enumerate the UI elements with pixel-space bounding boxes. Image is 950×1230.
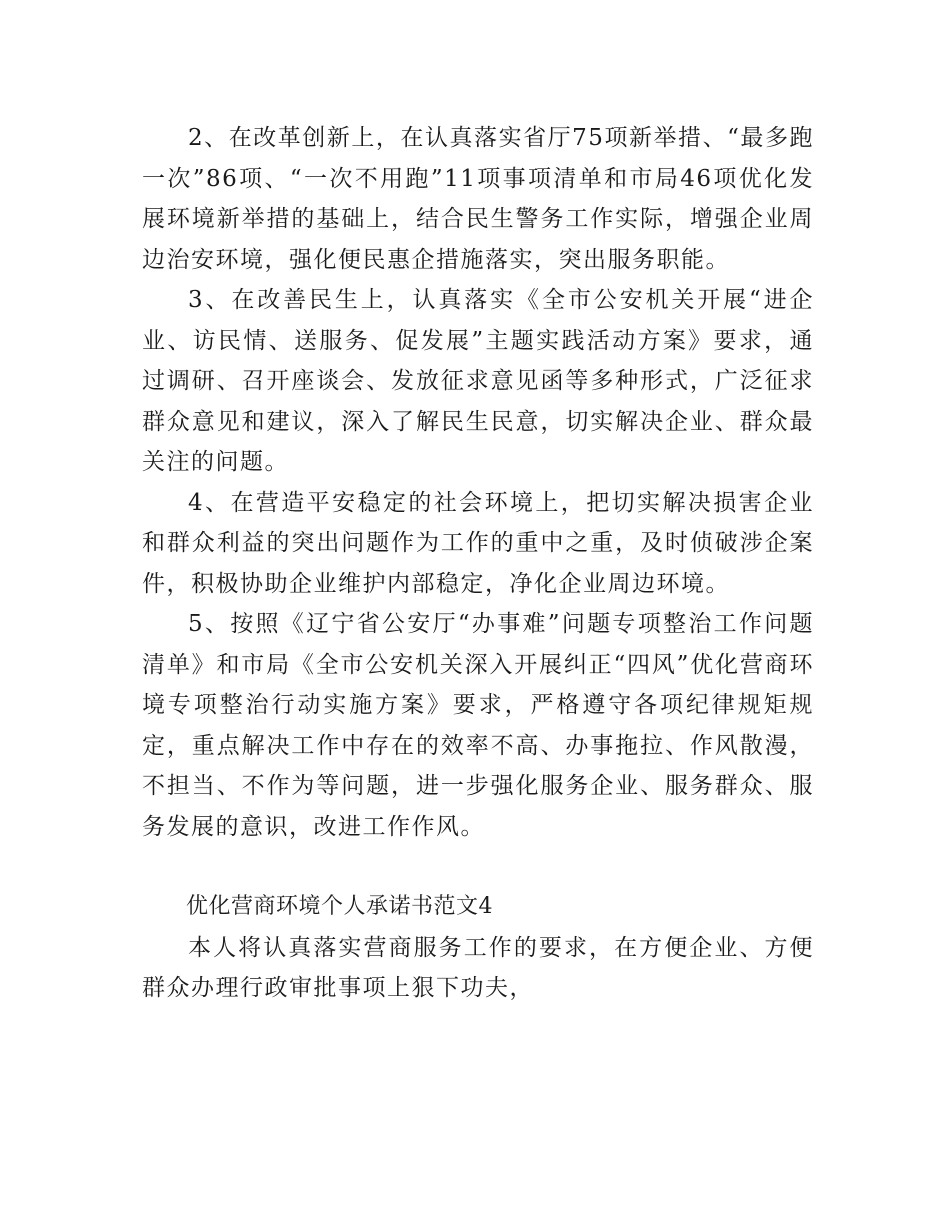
document-body (142, 118, 814, 1009)
paragraph-item-2: 2、在改革创新上，在认真落实省厅75项新举措、“最多跑一次”86项、“一次不用跑”11项事项清单和市局46项优化发展环境新举措的基础上，结合民生警务工作实际，增强企业周边治安环境，强化便民惠企措施落实，突出服务职能。 (142, 125, 814, 273)
section-paragraph: 本人将认真落实营商服务工作的要求，在方便企业、方便群众办理行政审批事项上狠下功夫， (142, 934, 814, 1001)
paragraph-item-3: 3、在改善民生上，认真落实《全市公安机关开展“进企业、访民情、送服务、促发展”主题实践活动方案》要求，通过调研、召开座谈会、发放征求意见函等多种形式，广泛征求群众意见和建议，深入了解民生民意，切实解决企业、群众最关注的问题。 (142, 287, 814, 475)
paragraph-item-4: 4、在营造平安稳定的社会环境上，把切实解决损害企业和群众利益的突出问题作为工作的重中之重，及时侦破涉企案件，积极协助企业维护内部稳定，净化企业周边环境。 (142, 489, 814, 597)
section-heading: 优化营商环境个人承诺书范文4 (186, 894, 493, 919)
paragraph-item-5: 5、按照《辽宁省公安厅“办事难”问题专项整治工作问题清单》和市局《全市公安机关深入开展纠正“四风”优化营商环境专项整治行动实施方案》要求，严格遵守各项纪律规矩规定，重点解决工作中存在的效率不高、办事拖拉、作风散漫，不担当、不作为等问题，进一步强化服务企业、服务群众、服务发展的意识，改进工作作风。 (142, 611, 814, 840)
